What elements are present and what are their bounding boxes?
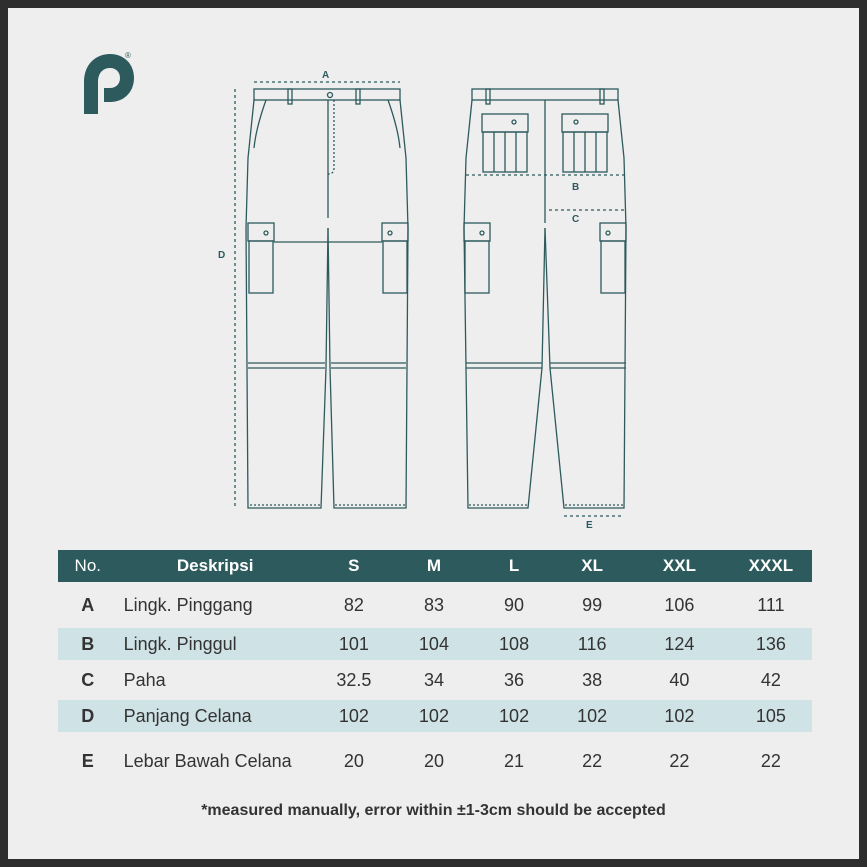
- row-description: Lingk. Pinggul: [118, 628, 313, 660]
- cell-value: 40: [669, 669, 690, 690]
- measure-label-a: A: [322, 70, 330, 81]
- measurement-note: *measured manually, error within ±1-3cm should be accepted: [201, 802, 666, 819]
- size-table: [58, 550, 812, 790]
- header-description: Deskripsi: [118, 550, 313, 582]
- cell-value: 111: [757, 594, 785, 615]
- cell-value: 21: [504, 750, 525, 771]
- cell-value: 38: [582, 669, 603, 690]
- cell-value: 105: [730, 700, 812, 732]
- header-size-m: M: [395, 550, 473, 582]
- cell-value: 102: [629, 700, 730, 732]
- table-row: [58, 582, 812, 628]
- cell-value: 90: [504, 594, 525, 615]
- row-id: E: [81, 750, 94, 771]
- cell-value: 136: [730, 628, 812, 660]
- row-id: C: [81, 669, 95, 690]
- table-row: [58, 628, 812, 660]
- cell-value: 82: [343, 594, 364, 615]
- cell-value: 22: [582, 750, 603, 771]
- row-description: Lingk. Pinggang: [123, 594, 253, 615]
- cell-value: 36: [504, 669, 525, 690]
- measure-label-d: D: [218, 250, 226, 261]
- cell-value: 102: [555, 700, 629, 732]
- pants-technical-drawing: [8, 8, 859, 548]
- row-id: D: [58, 700, 118, 732]
- header-no: No.: [58, 550, 118, 582]
- cell-value: 104: [395, 628, 473, 660]
- cell-value: 42: [760, 669, 781, 690]
- header-size-l: L: [473, 550, 555, 582]
- cell-value: 99: [582, 594, 603, 615]
- cell-value: 20: [343, 750, 364, 771]
- cell-value: 101: [313, 628, 395, 660]
- cell-value: 108: [473, 628, 555, 660]
- header-size-xxxl: XXXL: [730, 550, 812, 582]
- cell-value: 20: [423, 750, 444, 771]
- header-size-s: S: [313, 550, 395, 582]
- cell-value: 32.5: [336, 669, 372, 690]
- header-size-xxl: XXL: [629, 550, 730, 582]
- table-header-row: [58, 550, 812, 582]
- row-description: Panjang Celana: [118, 700, 313, 732]
- cell-value: 102: [313, 700, 395, 732]
- row-description: Paha: [123, 669, 166, 690]
- registered-mark: ®: [125, 51, 131, 60]
- measure-label-e: E: [586, 520, 593, 531]
- front-view: [246, 89, 408, 508]
- cell-value: 102: [395, 700, 473, 732]
- cell-value: 116: [555, 628, 629, 660]
- cell-value: 102: [473, 700, 555, 732]
- table-row: [58, 732, 812, 790]
- cell-value: 83: [423, 594, 444, 615]
- table-row: [58, 660, 812, 700]
- cell-value: 106: [664, 594, 695, 615]
- size-chart-card: [8, 8, 859, 859]
- back-view: [464, 89, 626, 508]
- header-size-xl: XL: [555, 550, 629, 582]
- cell-value: 22: [760, 750, 781, 771]
- row-id: B: [58, 628, 118, 660]
- row-id: A: [81, 594, 95, 615]
- cell-value: 22: [669, 750, 690, 771]
- row-description: Lebar Bawah Celana: [123, 750, 292, 771]
- table-row: [58, 700, 812, 732]
- measurement-guides: [235, 82, 626, 516]
- measure-label-b: B: [572, 182, 580, 193]
- measure-label-c: C: [572, 214, 580, 225]
- cell-value: 124: [629, 628, 730, 660]
- cell-value: 34: [423, 669, 444, 690]
